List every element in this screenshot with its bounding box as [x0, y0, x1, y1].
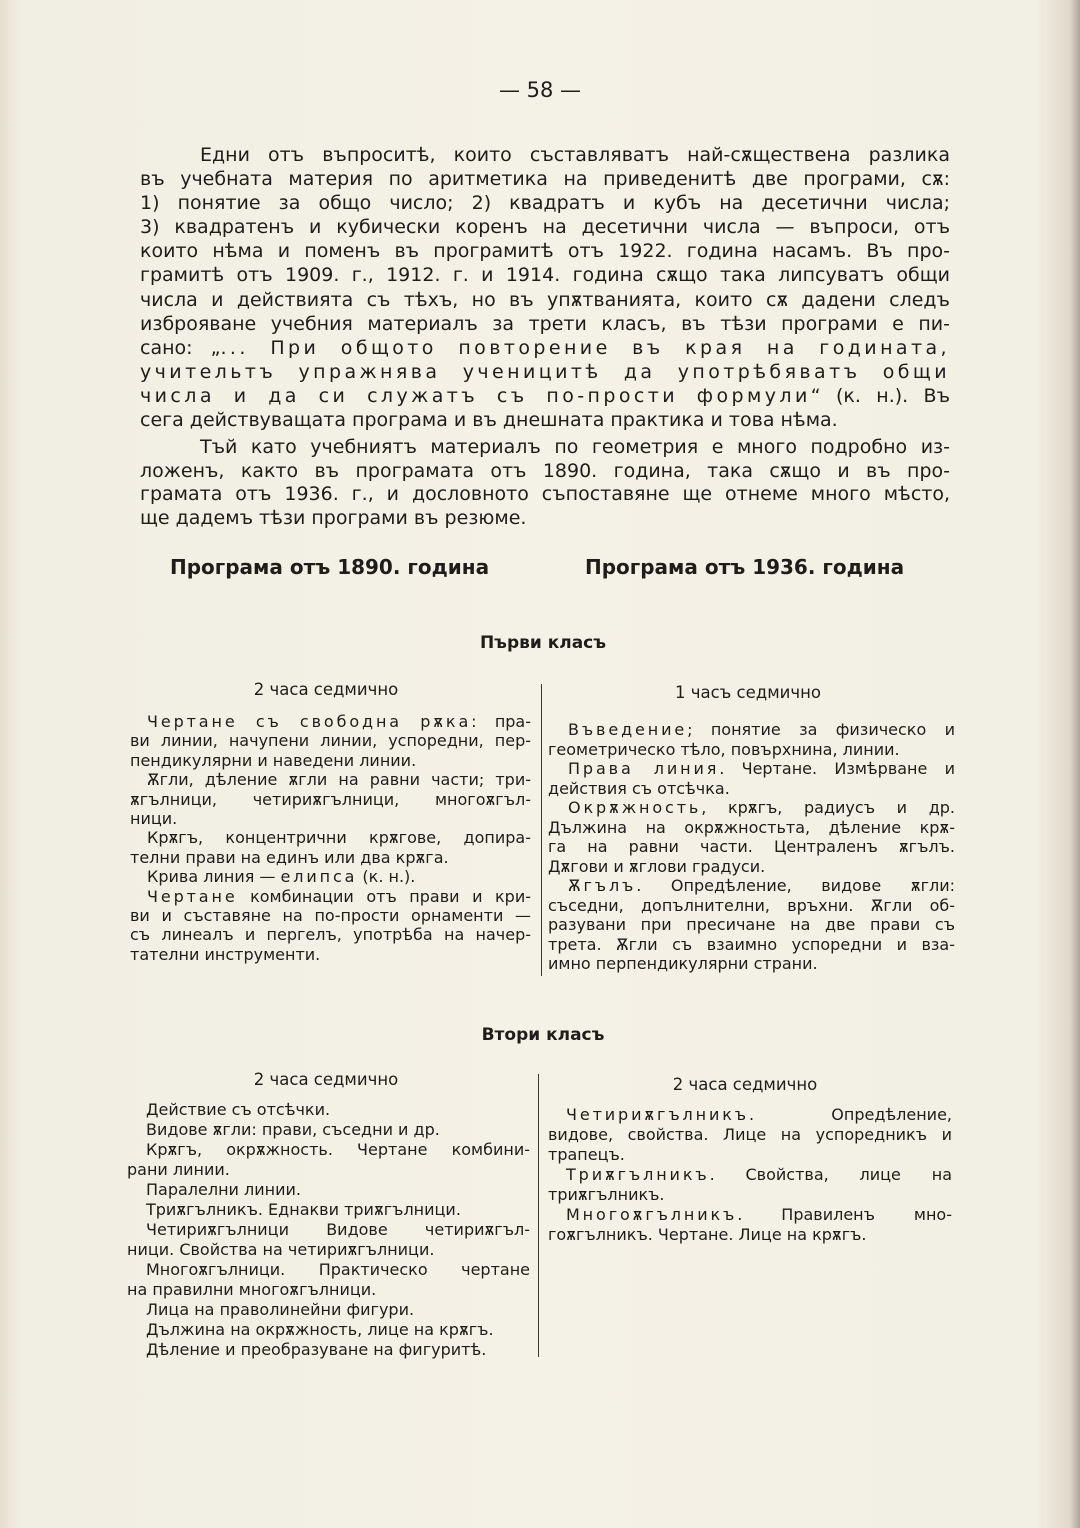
text-line: Дължина на окрѫжностьта, дѣление крѫ-	[548, 817, 955, 837]
text-line: въ учебната материя по аритметика на приведенитѣ две програми, сѫ:	[140, 168, 950, 191]
text-line: сега действуващата програма и въ днешната практика и това нѣма.	[140, 409, 838, 432]
text-segment: . Опредѣление,	[748, 1105, 952, 1124]
program-entry	[130, 867, 531, 886]
text-segment: “ (к. н.). Въ	[810, 384, 951, 407]
program-entry	[127, 1120, 530, 1140]
spaced-emphasis: елипса	[280, 867, 358, 887]
text-line: съ линеалъ и пергелъ, употрѣба на начер-	[130, 925, 531, 945]
text-line: ници.	[130, 809, 178, 829]
hours-label-1890-first: 2 часа седмично	[253, 680, 399, 699]
program-entry	[130, 828, 531, 867]
program-entry	[127, 1200, 530, 1220]
text-segment: комбинации отъ прави и кри-	[237, 886, 531, 906]
text-line: действия съ отсѣчка.	[548, 778, 730, 798]
spaced-emphasis: учительтъ упражнява ученицитѣ да употрѣбяватъ общи	[140, 360, 950, 383]
text-line: числа и действията съ тѣхъ, но въ упѫтванията, които сѫ дадени следъ	[140, 288, 950, 311]
text-segment: . Опредѣление, видове ѫгли:	[636, 876, 955, 895]
text-line: трета. Ѫгли съ взаимно успоредни и вза-	[548, 934, 955, 954]
spaced-emphasis: числа и да си служатъ съ по-прости формули	[140, 384, 811, 407]
text-segment: Крива линия —	[147, 867, 281, 887]
text-line: геометрическо тѣло, повърхнина, линии.	[548, 739, 900, 759]
spaced-emphasis: Многоѫгълникъ	[566, 1205, 738, 1224]
text-line: ви линии, начупени линии, успоредни, пер-	[130, 731, 531, 751]
text-line: Действие съ отсѣчки.	[146, 1100, 331, 1119]
text-line: съседни, допълнителни, връхни. Ѫгли об-	[548, 895, 955, 915]
hours-label-1890-second: 2 часа седмично	[253, 1070, 399, 1089]
text-line: имно перпендикулярни страни.	[548, 954, 818, 973]
text-segment: . Чертане. Измѣрване и	[719, 759, 956, 778]
program-heading-1936: Програма отъ 1936. година	[585, 555, 905, 579]
program-entry	[548, 876, 955, 974]
text-line: ложенъ, както въ програмата отъ 1890. година, така сѫщо и въ про-	[140, 459, 950, 482]
text-line	[140, 384, 950, 408]
text-segment: пра-	[479, 712, 532, 731]
text-line: Крѫгъ, окрѫжность. Чертане комбини-	[146, 1140, 530, 1159]
text-line: Едни отъ въпроситѣ, които съставляватъ най-сѫществена разлика	[200, 144, 950, 166]
spaced-emphasis: Триѫгълникъ	[566, 1165, 710, 1184]
text-segment: сано: „	[140, 336, 221, 359]
text-segment: (к. н.).	[357, 867, 416, 887]
class-title-second: Втори класъ	[481, 1025, 605, 1045]
text-line	[548, 876, 955, 896]
hours-label-1936-second: 2 часа седмично	[672, 1075, 818, 1094]
text-line: грамата отъ 1936. г., и дословното съпоставяне ще отнеме много мѣсто,	[140, 483, 950, 506]
column-1936-first-class	[548, 720, 955, 974]
program-entry	[127, 1140, 530, 1180]
program-entry	[548, 798, 955, 876]
text-line: ници. Свойства на четириѫгълници.	[127, 1240, 435, 1259]
program-entry	[127, 1300, 530, 1320]
program-entry	[127, 1340, 530, 1360]
text-line	[548, 1165, 952, 1185]
program-entry	[127, 1100, 530, 1120]
text-line	[130, 712, 531, 731]
text-line: Лица на праволинейни фигури.	[146, 1300, 415, 1319]
text-segment: . Правиленъ мно-	[737, 1205, 952, 1224]
program-entry	[548, 1165, 952, 1205]
text-line	[548, 1105, 952, 1125]
text-line: га на равни части. Централенъ ѫгълъ.	[548, 837, 955, 856]
text-line: трапецъ.	[548, 1145, 625, 1164]
column-divider	[541, 684, 542, 976]
text-line: Крѫгъ, концентрични крѫгове, допира-	[147, 828, 531, 848]
text-line: Тъй като учебниятъ материалъ по геометрия е много подробно из-	[200, 436, 950, 458]
page-number: — 58 —	[498, 78, 582, 102]
text-line: Дѫгови и ѫглови градуси.	[548, 856, 766, 876]
text-line: Триѫгълникъ. Еднакви триѫгълници.	[146, 1200, 461, 1219]
program-heading-1890: Програма отъ 1890. година	[170, 555, 490, 579]
spaced-emphasis: Чертане съ свободна рѫка:	[147, 712, 480, 731]
hours-label-1936-first: 1 часъ седмично	[674, 683, 821, 702]
text-line: видове, свойства. Лице на успоредникъ и	[548, 1125, 952, 1144]
spaced-emphasis: Ѫгълъ	[568, 876, 637, 895]
text-line: разувани при пресичане на две прави съ	[548, 915, 955, 934]
text-line: Ѫгли, дѣление ѫгли на равни части; три-	[147, 770, 531, 790]
text-line: грамитѣ отъ 1909. г., 1912. г. и 1914. година сѫщо така липсуватъ общи	[140, 264, 950, 287]
text-line: Дѣление и преобразуване на фигуритѣ.	[146, 1340, 487, 1359]
column-divider	[538, 1074, 539, 1357]
text-line: ви и съставяне на по-прости орнаменти —	[130, 906, 531, 926]
text-segment: ; понятие за физическо и	[687, 720, 955, 739]
text-line	[130, 867, 531, 886]
text-line	[548, 798, 955, 818]
spaced-emphasis: Четириѫгълникъ	[566, 1105, 749, 1124]
body-paragraph-geometry	[140, 436, 950, 531]
text-line: на правилни многоѫгълници.	[127, 1280, 377, 1299]
program-entry	[548, 759, 955, 798]
body-paragraph-arithmetic	[140, 143, 950, 432]
text-line: 3) квадратенъ и кубически коренъ на десетични числа — въпроси, отъ	[140, 216, 950, 239]
text-line: телни прави на единъ или два крѫга.	[130, 847, 449, 867]
program-entry	[127, 1220, 530, 1260]
program-entry	[130, 770, 531, 828]
text-line: гоѫгълникъ. Чертане. Лице на крѫгъ.	[548, 1225, 867, 1244]
text-line: които нѣма и поменъ въ програмитѣ отъ 1922. година насамъ. Въ про-	[140, 240, 950, 263]
text-line: пендикулярни и наведени линии.	[130, 750, 417, 770]
text-line: Многоѫгълници. Практическо чертане	[146, 1260, 530, 1279]
spaced-emphasis: ... При общото повторение въ края на годината,	[220, 336, 950, 359]
column-1890-second-class	[127, 1100, 530, 1360]
text-line: изброяване учебния материалъ за трети класъ, въ тѣзи програми е пи-	[140, 312, 950, 335]
spaced-emphasis: Въведение	[568, 720, 688, 739]
text-line: рани линии.	[127, 1160, 230, 1179]
program-entry	[127, 1180, 530, 1200]
program-entry	[130, 712, 531, 770]
text-line	[548, 720, 955, 740]
program-entry	[127, 1320, 530, 1340]
column-1890-first-class	[130, 712, 531, 964]
program-entry	[548, 1205, 952, 1245]
text-line: триѫгълникъ.	[548, 1185, 665, 1204]
text-line: ще дадемъ тѣзи програми въ резюме.	[140, 507, 527, 530]
program-entry	[548, 720, 955, 759]
text-line	[548, 759, 955, 779]
program-entry	[130, 887, 531, 965]
text-line: тателни инструменти.	[130, 944, 321, 964]
text-line	[548, 1205, 952, 1225]
column-1936-second-class	[548, 1105, 952, 1245]
program-entry	[548, 1105, 952, 1165]
text-line: Видове ѫгли: прави, съседни и др.	[146, 1120, 440, 1139]
text-line	[130, 887, 531, 906]
spaced-emphasis: Чертане	[147, 886, 238, 906]
text-line: Дължина на окрѫжность, лице на крѫгъ.	[146, 1320, 494, 1339]
class-title-first: Първи класъ	[479, 633, 607, 653]
spaced-emphasis: Права линия	[568, 759, 720, 778]
text-line: Паралелни линии.	[146, 1180, 302, 1199]
text-line: Четириѫгълници Видове четириѫгъл-	[146, 1220, 530, 1239]
text-line	[140, 336, 950, 360]
text-line: 1) понятие за общо число; 2) квадратъ и кубъ на десетични числа;	[140, 192, 950, 215]
spaced-emphasis: Окрѫжность	[568, 798, 702, 817]
text-line: ѫгълници, четириѫгълници, многоѫгъл-	[130, 789, 531, 809]
text-line	[140, 360, 950, 384]
text-segment: , крѫгъ, радиусъ и др.	[701, 798, 955, 817]
program-entry	[127, 1260, 530, 1300]
text-segment: . Свойства, лице на	[709, 1165, 952, 1184]
